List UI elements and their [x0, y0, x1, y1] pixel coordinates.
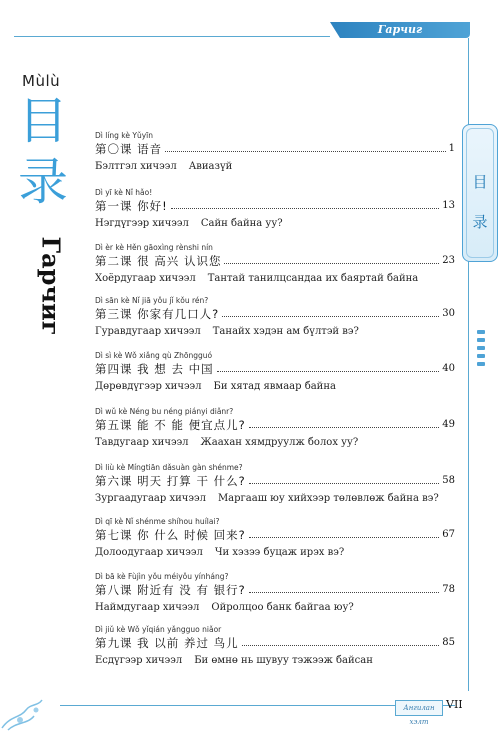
entry-lesson-topic: Ойролцоо банк байгаа юу?: [211, 602, 354, 613]
entry-mongolian: [95, 381, 455, 392]
dot-leader: [249, 536, 440, 538]
entry-lesson-name: Долоодугаар хичээл: [95, 547, 203, 558]
entry-pinyin: Dì bā kè Fùjìn yǒu méiyǒu yínháng?: [95, 572, 229, 581]
entry-pinyin: Dì èr kè Hěn gāoxìng rènshi nín: [95, 243, 213, 252]
entry-mongolian: [95, 493, 455, 504]
entry-page-number: 67: [442, 529, 455, 540]
entry-page-number: 30: [442, 308, 455, 319]
entry-title-row: [95, 198, 455, 214]
dot-leader: [222, 315, 439, 317]
entry-title-row: [95, 635, 455, 651]
footer-page-number: VII: [446, 698, 463, 711]
entry-pinyin: Dì sān kè Nǐ jiā yǒu jǐ kǒu rén?: [95, 296, 209, 305]
title-mongolian-text: Гарчиг: [36, 236, 66, 336]
entry-lesson-topic: Би хятад явмаар байна: [213, 381, 336, 392]
toc-entry[interactable]: [95, 624, 455, 666]
entry-hanzi: 第一课 你好!: [95, 199, 168, 213]
entry-pinyin: Dì qī kè Nǐ shénme shíhou huílai?: [95, 517, 220, 526]
entry-page-number: 1: [448, 143, 455, 154]
entry-pinyin: Dì wǔ kè Néng bu néng piányi diǎnr?: [95, 407, 234, 416]
entry-lesson-topic: Чи хэзээ буцаж ирэх вэ?: [214, 547, 345, 558]
dot-leader: [165, 150, 445, 152]
dot-leader: [249, 426, 440, 428]
entry-lesson-name: Тавдугаар хичээл: [95, 437, 189, 448]
header-rule: [14, 36, 344, 37]
entry-pinyin: Dì yī kè Nǐ hǎo!: [95, 188, 153, 197]
entry-mongolian: [95, 655, 455, 666]
toc-entry[interactable]: [95, 295, 455, 337]
entry-page-number: 78: [442, 584, 455, 595]
entry-mongolian: [95, 218, 455, 229]
entry-page-number: 40: [442, 363, 455, 374]
header-tab-tip: [330, 22, 340, 38]
header-tab: Гарчиг: [330, 22, 470, 38]
entry-lesson-name: Гуравдугаар хичээл: [95, 326, 201, 337]
entry-hanzi: 第六课 明天 打算 干 什么?: [95, 474, 246, 488]
entry-title-row: [95, 306, 455, 322]
dot-leader: [171, 207, 440, 209]
entry-mongolian: [95, 273, 455, 284]
side-decoration-dash: [477, 346, 485, 350]
entry-lesson-name: Наймдугаар хичээл: [95, 602, 200, 613]
entry-hanzi: 第九课 我 以前 养过 鸟儿: [95, 636, 239, 650]
toc-entry[interactable]: [95, 350, 455, 392]
toc-entry[interactable]: [95, 571, 455, 613]
entry-page-number: 58: [442, 475, 455, 486]
dot-leader: [242, 644, 440, 646]
entry-page-number: 85: [442, 637, 455, 648]
entry-lesson-topic: Тантай танилцсандаа их баяртай байна: [207, 273, 419, 284]
side-decoration-dash: [477, 330, 485, 334]
side-decoration-dash: [477, 354, 485, 358]
entry-lesson-name: Хоёрдугаар хичээл: [95, 273, 196, 284]
entry-pinyin: Dì líng kè Yǔyīn: [95, 131, 153, 140]
toc-entry[interactable]: [95, 242, 455, 284]
entry-mongolian: [95, 437, 455, 448]
toc-entry[interactable]: [95, 406, 455, 448]
entry-lesson-name: Бэлтгэл хичээл: [95, 161, 177, 172]
footer-tab: Ангилан хэлт: [395, 700, 443, 716]
entry-title-row: [95, 582, 455, 598]
entry-mongolian: [95, 161, 455, 172]
side-tab-char-1: 目: [472, 173, 488, 191]
side-tab-char-2: 录: [472, 213, 488, 231]
entry-lesson-name: Зургаадугаар хичээл: [95, 493, 206, 504]
entry-hanzi: 第八课 附近有 没 有 银行?: [95, 583, 246, 597]
side-tab: [462, 124, 498, 262]
entry-lesson-topic: Авиазүй: [188, 161, 233, 172]
entry-title-row: [95, 417, 455, 433]
entry-lesson-topic: Би өмнө нь шувуу тэжээж байсан: [194, 655, 373, 666]
entry-lesson-name: Нэгдүгээр хичээл: [95, 218, 189, 229]
entry-title-row: [95, 361, 455, 377]
side-decoration-dash: [477, 362, 485, 366]
entry-lesson-name: Есдүгээр хичээл: [95, 655, 183, 666]
entry-page-number: 49: [442, 419, 455, 430]
entry-hanzi: 第三课 你家有几口人?: [95, 307, 220, 321]
entry-title-row: [95, 527, 455, 543]
entry-hanzi: 第四课 我 想 去 中国: [95, 362, 214, 376]
entry-lesson-name: Дөрөвдүгээр хичээл: [95, 381, 202, 392]
side-tab-inner-border: [466, 128, 494, 258]
entry-title-row: [95, 473, 455, 489]
title-pinyin: Mùlù: [22, 72, 61, 90]
entry-hanzi: 第〇课 语音: [95, 142, 163, 156]
corner-ornament-icon: [0, 688, 64, 731]
title-char-1: 目: [18, 92, 68, 150]
toc-entry[interactable]: [95, 516, 455, 558]
entry-mongolian: [95, 326, 455, 337]
title-mongolian-vertical: [36, 226, 66, 346]
dot-leader: [249, 591, 440, 593]
toc-entry[interactable]: [95, 130, 455, 172]
entry-lesson-topic: Маргааш юу хийхээр төлөвлөж байна вэ?: [217, 493, 439, 504]
entry-title-row: [95, 253, 455, 269]
entry-hanzi: 第二课 很 高兴 认识您: [95, 254, 222, 268]
entry-page-number: 23: [442, 255, 455, 266]
entry-mongolian: [95, 602, 455, 613]
entry-pinyin: Dì jiǔ kè Wǒ yǐqián yǎngguo niǎor: [95, 625, 222, 634]
entry-pinyin: Dì liù kè Míngtiān dǎsuàn gàn shénme?: [95, 463, 243, 472]
entry-mongolian: [95, 547, 455, 558]
dot-leader: [249, 482, 440, 484]
side-decoration: [474, 330, 488, 380]
entry-title-row: [95, 141, 455, 157]
dot-leader: [217, 370, 440, 372]
entry-hanzi: 第五课 能 不 能 便宜点儿?: [95, 418, 246, 432]
title-char-2: 录: [18, 153, 68, 211]
toc-entry[interactable]: [95, 187, 455, 229]
toc-entry[interactable]: [95, 462, 455, 504]
entry-pinyin: Dì sì kè Wǒ xiǎng qù Zhōngguó: [95, 351, 213, 360]
side-decoration-dash: [477, 338, 485, 342]
entry-lesson-topic: Танайх хэдэн ам бүлтэй вэ?: [212, 326, 359, 337]
entry-lesson-topic: Жаахан хямдруулж болох уу?: [200, 437, 359, 448]
dot-leader: [224, 262, 439, 264]
entry-hanzi: 第七课 你 什么 时候 回来?: [95, 528, 246, 542]
entry-page-number: 13: [442, 200, 455, 211]
entry-lesson-topic: Сайн байна уу?: [200, 218, 283, 229]
